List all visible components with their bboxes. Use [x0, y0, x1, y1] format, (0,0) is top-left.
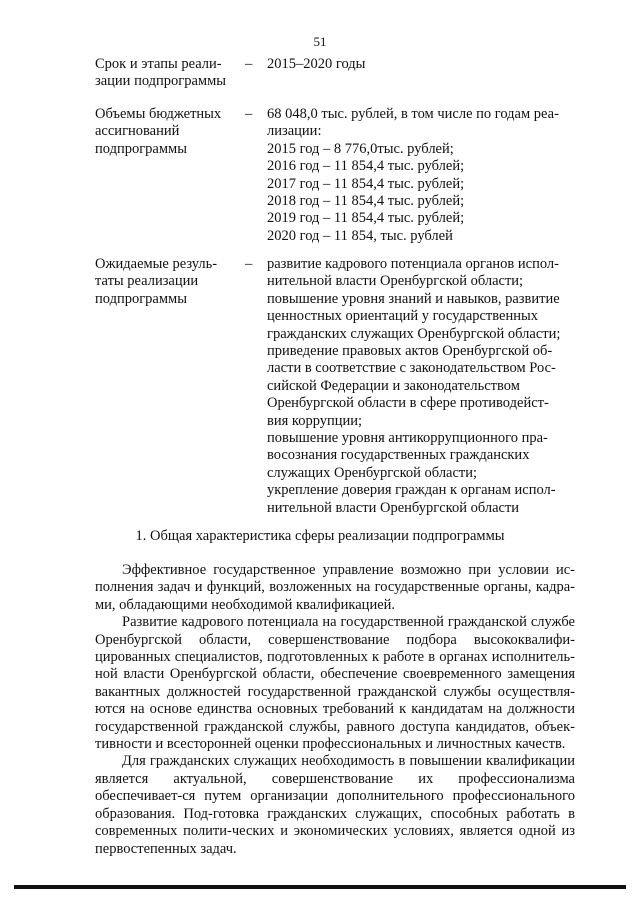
passport-value-line: восознания государственных гражданских — [267, 447, 530, 464]
passport-value-line: приведение правовых актов Оренбургской об- — [267, 343, 553, 360]
passport-value-line: 2016 год – 11 854,4 тыс. рублей; — [267, 158, 465, 175]
passport-value-line: нительной власти Оренбургской области — [267, 499, 520, 516]
passport-value-line: Оренбургской области в сфере противодейст- — [267, 395, 549, 412]
passport-value-line: 2019 год – 11 854,4 тыс. рублей; — [267, 210, 465, 227]
bottom-rule — [14, 885, 626, 889]
paragraph: Эффективное государственное управление возможно при условии ис-полнения задач и функций, возложенных на государственные органы, кадра-ми, обладающими необходимой квалификацией. — [95, 562, 575, 613]
passport-value-budget — [267, 106, 575, 245]
passport-value-line: лизации: — [267, 123, 322, 140]
passport-value-line: гражданских служащих Оренбургской области; — [267, 325, 561, 342]
passport-value-line: вия коррупции; — [267, 412, 363, 429]
passport-label-timeline: Срок и этапы реали- зации подпрограммы — [95, 56, 227, 90]
passport-value-line: служащих Оренбургской области; — [267, 464, 478, 481]
passport-value-line: развитие кадрового потенциала органов испол- — [267, 256, 559, 272]
paragraph: Развитие кадрового потенциала на государственной гражданской службе Оренбургской области, совершенствование подбора высококвалифи-цированных специалистов, подготовленных к работе в органах исполнитель-ной власти Оренбургской области, обеспечение своевременного замещения вакантных должностей государственной гражданской службы осуществля-ются на основе единства основных требований к кандидатам на должности государственной гражданской службы, равного доступа кандидатов, объек-тивности и всесторонней оценки профессиональных и личностных качеств. — [95, 614, 575, 753]
passport-value-line: ценностных ориентаций у государственных — [267, 308, 538, 325]
passport-value-line: нительной власти Оренбургской области; — [267, 273, 524, 290]
passport-table — [95, 56, 575, 517]
passport-dash: – — [245, 56, 253, 72]
page-number: 51 — [313, 34, 327, 49]
passport-value-line: ласти в соответствие с законодательством Рос- — [267, 360, 556, 377]
passport-value-results — [267, 256, 575, 517]
passport-value-line: 2020 год – 11 854, тыс. рублей — [267, 227, 453, 244]
body-text — [95, 562, 575, 858]
passport-row-budget — [95, 106, 575, 256]
passport-value-line: 68 048,0 тыс. рублей, в том числе по годам реа- — [267, 106, 559, 122]
passport-row-timeline — [95, 56, 575, 106]
passport-value-timeline — [267, 56, 575, 73]
passport-value-line: 2017 год – 11 854,4 тыс. рублей; — [267, 175, 465, 192]
passport-row-results — [95, 256, 575, 517]
passport-dash: – — [245, 106, 253, 122]
passport-value-line: укрепление доверия граждан к органам испол- — [267, 482, 556, 499]
passport-dash: – — [245, 256, 253, 272]
passport-label-budget: Объемы бюджетных ассигнований подпрограммы — [95, 106, 222, 157]
passport-value-line: 2015 год – 8 776,0тыс. рублей; — [267, 140, 454, 157]
paragraph: Для гражданских служащих необходимость в повышении квалификации является актуальной, совершенствование их профессионализма обеспечивает-ся путем организации дополнительного профессионального образования. Под-готовка гражданских служащих, способных работать в современных полити-ческих и экономических условиях, является одной из первостепенных задач. — [95, 753, 575, 857]
passport-value-line: повышение уровня знаний и навыков, развитие — [267, 290, 560, 307]
passport-label-results: Ожидаемые резуль- таты реализации подпрограммы — [95, 256, 218, 307]
passport-value-line: повышение уровня антикоррупционного пра- — [267, 430, 548, 447]
passport-value-line: сийской Федерации и законодательством — [267, 377, 520, 394]
passport-value-line: 2015–2020 годы — [267, 56, 366, 72]
section-heading: 1. Общая характеристика сферы реализации подпрограммы — [135, 528, 505, 544]
passport-value-line: 2018 год – 11 854,4 тыс. рублей; — [267, 193, 465, 210]
